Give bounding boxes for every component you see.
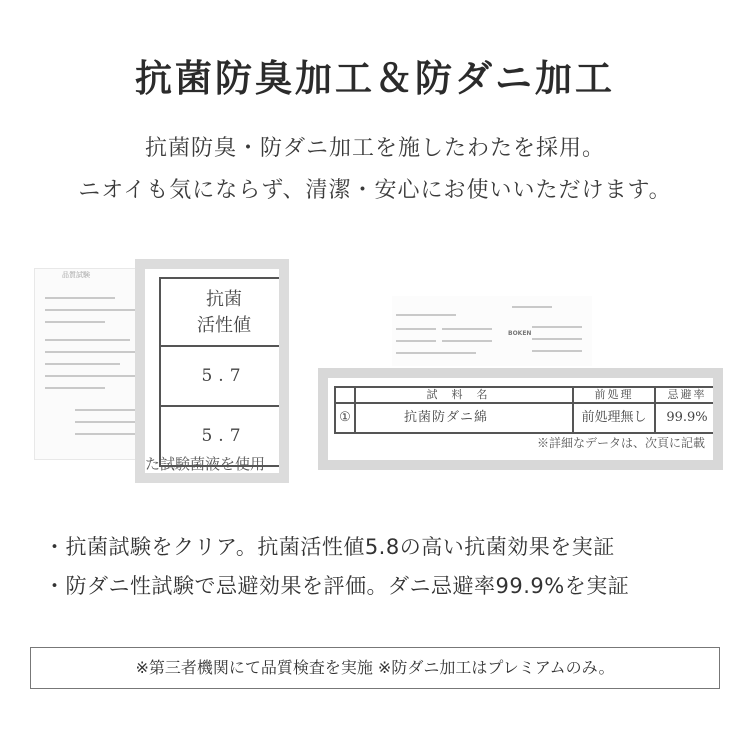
left-doc-header: 品質試験 <box>62 271 90 279</box>
header-sample-name: 試料名 <box>356 388 574 402</box>
mite-repellency-zoom <box>318 368 723 470</box>
row-pretreatment: 前処理無し <box>574 404 656 432</box>
row-repellency-rate: 99.9% <box>666 410 708 425</box>
mite-repellency-table <box>334 386 713 434</box>
header-index <box>336 388 356 402</box>
page-title: 抗菌防臭加工＆防ダニ加工 <box>135 57 615 100</box>
bullet-mite-repellent: ・防ダニ性試験で忌避効果を評価。ダニ忌避率99.9%を実証 <box>44 574 630 598</box>
table-header-row <box>336 388 713 404</box>
antibacterial-table <box>159 277 279 467</box>
header-repellency-rate: 忌避率 <box>667 388 707 401</box>
heading-line-2: 活性値 <box>197 315 251 336</box>
test-report-document-right <box>392 296 592 366</box>
intro-line-2: ニオイも気にならず、清潔・安心にお使いいただけます。 <box>78 178 672 203</box>
bullet-antibacterial: ・抗菌試験をクリア。抗菌活性値5.8の高い抗菌効果を実証 <box>44 535 615 559</box>
antibacterial-value-1: 5.7 <box>161 347 279 407</box>
antibacterial-value-zoom <box>135 259 289 483</box>
cut-off-text: た試験菌液を使用 <box>145 455 266 473</box>
header-pretreatment: 前処理 <box>574 388 656 402</box>
table-row <box>336 404 713 432</box>
footnote-box: ※第三者機関にて品質検査を実施 ※防ダニ加工はプレミアムのみ。 <box>30 647 720 689</box>
antibacterial-table-heading <box>161 279 279 347</box>
heading-line-1: 抗菌 <box>206 289 242 310</box>
row-sample-name: 抗菌防ダニ綿 <box>356 404 574 432</box>
intro-line-1: 抗菌防臭・防ダニ加工を施したわたを採用。 <box>144 136 605 161</box>
table-footnote: ※詳細なデータは、次頁に記載 <box>536 436 705 450</box>
row-index: ① <box>336 404 356 432</box>
test-report-document-left <box>34 268 146 460</box>
antibacterial-value-2: 5.7 <box>201 426 247 446</box>
lab-logo: BOKEN <box>508 330 532 337</box>
